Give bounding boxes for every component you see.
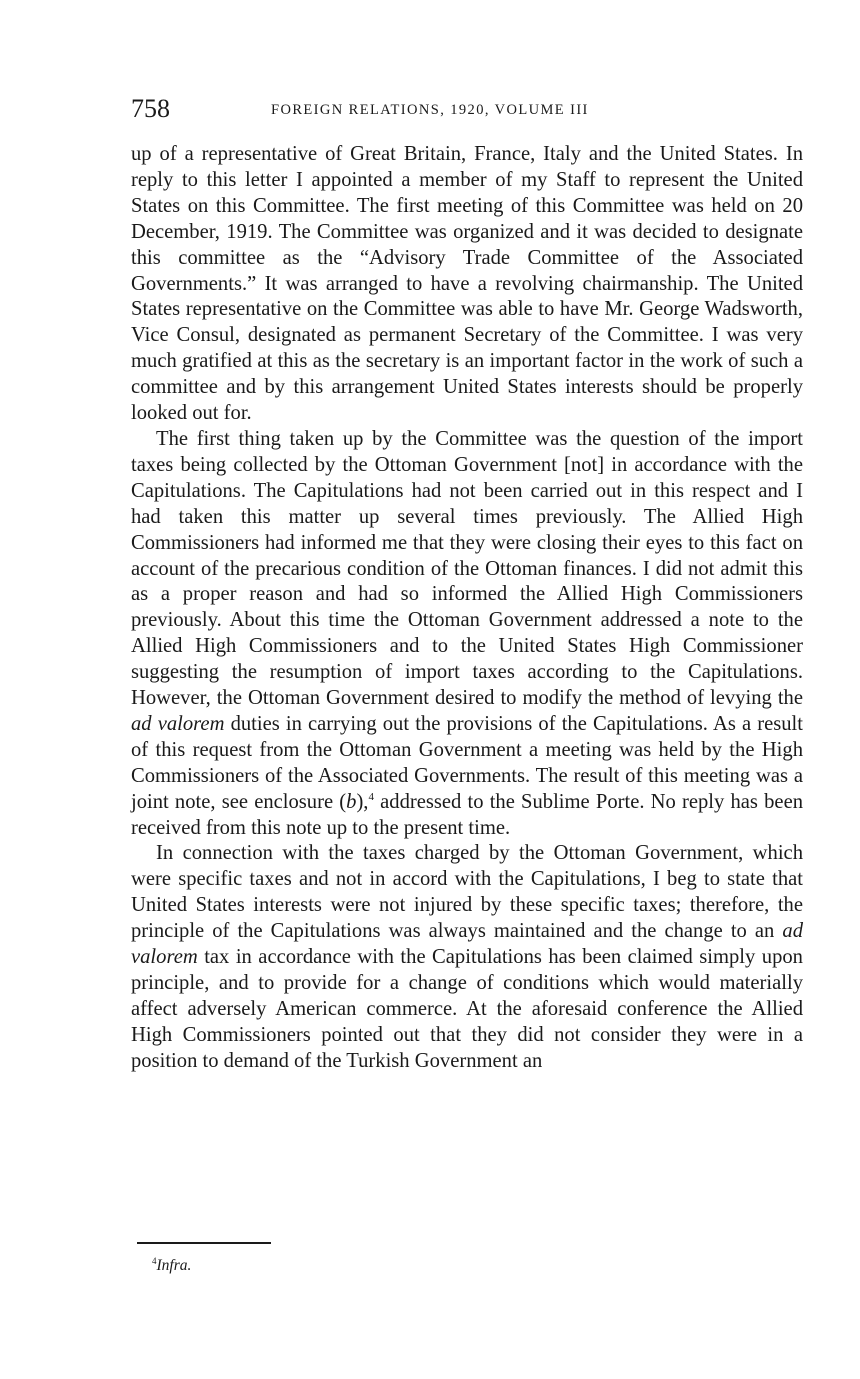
page-number: 758 [131, 94, 170, 123]
paragraph-2-text-c: ), [356, 790, 369, 813]
paragraph-2-text-d: addressed to the Sublime Porte. No reply has been received from this note up to the present time. [131, 790, 804, 839]
footnote-divider [137, 1242, 271, 1244]
enclosure-letter: b [346, 790, 357, 813]
running-head [131, 92, 803, 126]
footnote-reference: 4 [368, 790, 374, 803]
body-text [131, 142, 803, 1075]
paragraph-2 [131, 427, 803, 842]
running-title: FOREIGN RELATIONS, 1920, VOLUME III [271, 102, 589, 118]
paragraph-3 [131, 841, 803, 1074]
footnote-text: Infra. [156, 1257, 192, 1274]
paragraph-2-text-a: The first thing taken up by the Committee was the question of the import taxes being collected by the Ottoman Government [not] in accordance with the Capitulations. The Capitulations had not been carried out in this respect and I had taken this matter up several times previously. The Allied High Commissioners had informed me that they were closing their eyes to this fact on account of the precarious condition of the Ottoman finances. I did not admit this as a proper reason and had so informed the Allied High Commissioners previously. About this time the Ottoman Government addressed a note to the Allied High Commissioners and to the United States High Commissioner suggesting the resumption of import taxes according to the Capitulations. However, the Ottoman Government desired to modify the method of levying the [131, 427, 803, 710]
ad-valorem-term: ad valorem [131, 920, 803, 969]
ad-valorem-term: ad valorem [131, 712, 225, 735]
footnote [152, 1256, 191, 1276]
paragraph-1: up of a representative of Great Britain, France, Italy and the United States. In reply to this letter I appointed a member of my Staff to represent the United States on this Committee. The first meeting of this Committee was held on 20 December, 1919. The Committee was organized and it was decided to designate this committee as the “Advisory Trade Committee of the Associated Governments.” It was arranged to have a revolving chairmanship. The United States representative on the Committee was able to have Mr. George Wadsworth, Vice Consul, designated as permanent Secretary of the Committee. I was very much gratified at this as the secretary is an important factor in the work of such a committee and by this arrangement United States interests should be properly looked out for. [131, 143, 803, 425]
footnote-number: 4 [152, 1256, 157, 1266]
paragraph-3-text-a: In connection with the taxes charged by the Ottoman Government, which were specific taxes and not in accord with the Capitulations, I beg to state that United States interests were not injured by these specific taxes; therefore, the principle of the Capitulations was always maintained and the change to an [131, 842, 803, 943]
paragraph-3-text-b: tax in accordance with the Capitulations has been claimed simply upon principle, and to provide for a change of conditions which would materially affect adversely American commerce. At the aforesaid conference the Allied High Commissioners pointed out that they did not consider they were in a position to demand of the Turkish Government an [131, 946, 803, 1072]
paragraph-2-text-b: duties in carrying out the provisions of the Capitulations. As a result of this request from the Ottoman Government a meeting was held by the High Commissioners of the Associated Governments. The result of this meeting was a joint note, see enclosure ( [131, 712, 803, 813]
